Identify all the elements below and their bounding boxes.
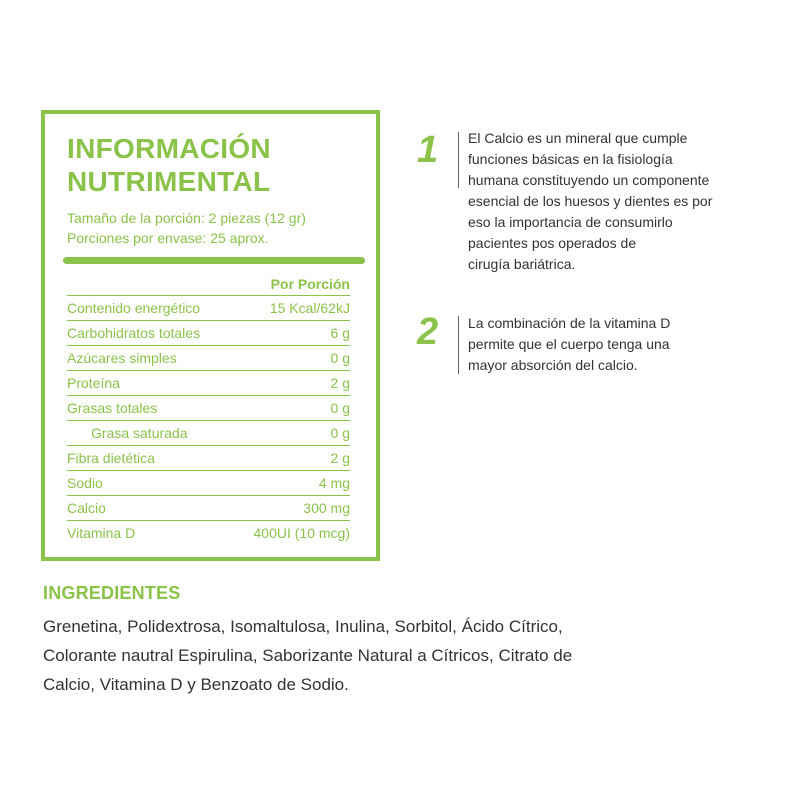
- note-1-line: humana constituyendo un componente: [468, 172, 710, 188]
- nutrient-label: Grasas totales: [67, 400, 158, 416]
- note-2-line: La combinación de la vitamina D: [468, 315, 671, 331]
- nutrient-value: 4 mg: [318, 475, 350, 491]
- nutrition-row: [67, 395, 350, 420]
- ingredients-title: INGREDIENTES: [43, 583, 181, 603]
- note-number-2: 2: [417, 311, 439, 353]
- nutrition-row: [67, 370, 350, 395]
- nutrient-label: Azúcares simples: [67, 350, 177, 366]
- nutrient-label: Fibra dietética: [67, 450, 155, 466]
- portions-per-pack: Porciones por envase: 25 aprox.: [67, 230, 269, 246]
- nutrient-label: Carbohidratos totales: [67, 325, 201, 341]
- nutrition-row: [67, 445, 350, 470]
- nutrition-row: [67, 420, 350, 445]
- nutrient-value: 0 g: [330, 425, 350, 441]
- nutrition-row: [67, 520, 350, 545]
- note-1-divider: [458, 132, 459, 188]
- nutrition-row: [67, 495, 350, 520]
- nutrient-value: 0 g: [330, 350, 350, 366]
- portion-size: Tamaño de la porción: 2 piezas (12 gr): [67, 210, 306, 226]
- nutrient-label: Vitamina D: [67, 525, 136, 541]
- note-1-line: funciones básicas en la fisiología: [468, 151, 673, 167]
- note-1-line: pacientes pos operados de: [468, 235, 637, 251]
- note-1-line: cirugía bariátrica.: [468, 256, 576, 272]
- note-1-line: eso la importancia de consumirlo: [468, 214, 673, 230]
- ingredients-line: Grenetina, Polidextrosa, Isomaltulosa, Inulina, Sorbitol, Ácido Cítrico,: [43, 617, 563, 636]
- ingredients-text: [43, 612, 572, 699]
- portion-info: [67, 208, 306, 248]
- nutrient-value: 6 g: [330, 325, 350, 341]
- nutrient-value: 2 g: [330, 375, 350, 391]
- panel-title: [67, 132, 357, 198]
- nutrition-rows: [67, 295, 350, 545]
- nutrient-label: Sodio: [67, 475, 103, 491]
- nutrient-value: 400UI (10 mcg): [253, 525, 350, 541]
- nutrition-row: [67, 470, 350, 495]
- divider-bar: [63, 257, 365, 264]
- nutrition-row: [67, 295, 350, 320]
- note-1-line: esencial de los huesos y dientes es por: [468, 193, 713, 209]
- title-line-1: INFORMACIÓN: [67, 133, 271, 164]
- nutrition-row: [67, 345, 350, 370]
- note-2-line: mayor absorción del calcio.: [468, 357, 638, 373]
- nutrition-facts-panel: [41, 110, 380, 561]
- nutrient-value: 300 mg: [303, 500, 350, 516]
- nutrition-row: [67, 320, 350, 345]
- column-header: [67, 273, 350, 295]
- ingredients-line: Calcio, Vitamina D y Benzoato de Sodio.: [43, 675, 349, 694]
- nutrient-value: 2 g: [330, 450, 350, 466]
- nutrient-label: Calcio: [67, 500, 106, 516]
- nutrient-label: Grasa saturada: [91, 425, 188, 441]
- note-1-text: [468, 128, 712, 275]
- nutrient-label: Contenido energético: [67, 300, 201, 316]
- nutrient-value: 0 g: [330, 400, 350, 416]
- ingredients-line: Colorante nautral Espirulina, Saborizante Natural a Cítricos, Citrato de: [43, 646, 573, 665]
- note-2-divider: [458, 316, 459, 374]
- note-number-1: 1: [417, 129, 439, 171]
- title-line-2: NUTRIMENTAL: [67, 166, 271, 197]
- nutrient-value: 15 Kcal/62kJ: [269, 300, 350, 316]
- note-2-text: [468, 313, 670, 376]
- nutrient-label: Proteína: [67, 375, 120, 391]
- note-2-line: permite que el cuerpo tenga una: [468, 336, 670, 352]
- column-header-label: Por Porción: [270, 276, 350, 292]
- note-1-line: El Calcio es un mineral que cumple: [468, 130, 688, 146]
